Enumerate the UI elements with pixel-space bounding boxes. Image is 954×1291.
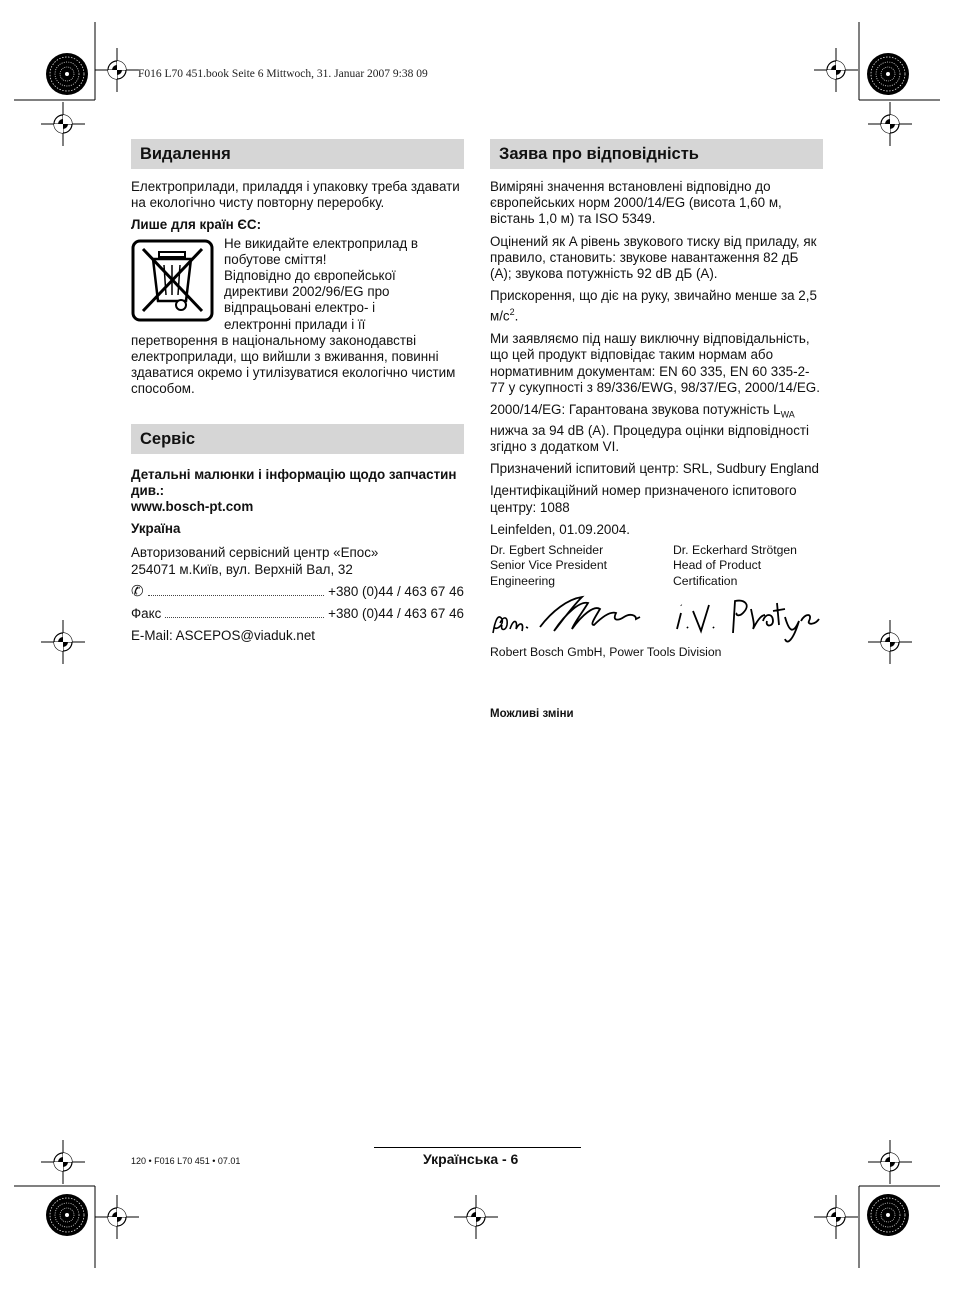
right-column xyxy=(490,139,823,722)
declaration-p6: Призначений іспитовий центр: SRL, Sudbury England xyxy=(490,461,819,477)
bin-text: Не викидайте електроприлад в побутове сміття! Відповідно до європейської директиви 2002/96/EG про відпрацьовані електро- і електронні прилади і її xyxy=(224,235,419,332)
disposal-rest-text: перетворення в національному законодавстві електроприлади, що вийшли з вживання, повинні здаватися окремо і утилізуватися екологічно чистим способом. xyxy=(131,332,456,397)
service-center-address: 254071 м.Київ, вул. Верхній Вал, 32 xyxy=(131,561,353,577)
place-date: Leinfelden, 01.09.2004. xyxy=(490,521,630,537)
footer-rule xyxy=(374,1147,581,1148)
phone-number: +380 (0)44 / 463 67 46 xyxy=(328,583,464,599)
email-line: E-Mail: ASCEPOS@viaduk.net xyxy=(131,628,316,644)
footer-code: 120 • F016 L70 451 • 07.01 xyxy=(131,1156,241,1166)
declaration-p5: 2000/14/EG: Гарантована звукова потужність $L_{WA}$ нижча за 94 dB (A). Процедура оцінки відповідності згідно з додатком VI. xyxy=(490,401,809,454)
left-column xyxy=(131,139,464,644)
disposal-intro: Електроприлади, приладдя і упаковку треба здавати на екологічно чисту повторну переробку. xyxy=(131,179,460,211)
fax-row xyxy=(131,606,464,622)
signer-2: Dr. Eckerhard Strötgen Head of Product Certification xyxy=(673,543,797,588)
declaration-p4: Ми заявляємо під нашу виключну відповідальність, що цей продукт відповідає таким нормам або нормативним документам: EN 60 335, EN 60 335-2-77 у сукупності з 89/336/EWG, 98/37/EG, 2000/14/EG. xyxy=(490,331,820,395)
company-line: Robert Bosch GmbH, Power Tools Division xyxy=(490,645,722,660)
file-info-line: F016 L70 451.book Seite 6 Mittwoch, 31. Januar 2007 9:38 09 xyxy=(138,68,428,80)
phone-row xyxy=(131,584,464,600)
changes-note: Можливі зміни xyxy=(490,707,574,720)
crossed-out-wheelie-bin-icon xyxy=(131,239,214,322)
section-title-declaration: Заява про відповідність xyxy=(490,139,823,169)
eu-only-heading: Лише для країн ЄС: xyxy=(131,217,262,233)
signature-2 xyxy=(673,591,823,643)
service-center-name: Авторизований сервісний центр «Епос» xyxy=(131,545,379,561)
page-number: Українська - 6 xyxy=(423,1151,519,1167)
declaration-p2: Оцінений як A рівень звукового тиску від приладу, як правило, становить: звукове навантаження 82 дБ (A); звукова потужність 92 dB дБ (A). xyxy=(490,233,817,282)
signature-1 xyxy=(490,591,673,643)
signers xyxy=(490,543,823,589)
country-heading: Україна xyxy=(131,521,181,537)
telephone-icon: ✆ xyxy=(131,582,144,600)
bin-block xyxy=(131,235,464,333)
signatures xyxy=(490,591,823,643)
fax-label: Факс xyxy=(131,606,162,622)
parts-info: Детальні малюнки і інформацію щодо запчастин див.: xyxy=(131,466,457,498)
declaration-p7: Ідентифікаційний номер призначеного іспитового центру: 1088 xyxy=(490,483,797,515)
section-title-service: Сервіс xyxy=(131,424,464,454)
dot-leader xyxy=(165,616,324,618)
website-link[interactable]: www.bosch-pt.com xyxy=(131,499,254,515)
signer-1: Dr. Egbert Schneider Senior Vice President Engineering xyxy=(490,543,607,588)
section-title-disposal: Видалення xyxy=(131,139,464,169)
declaration-p1: Виміряні значення встановлені відповідно до європейських норм 2000/14/EG (висота 1,60 м, вістань 1,0 м) та ISO 5349. xyxy=(490,179,782,227)
dot-leader xyxy=(148,594,325,596)
declaration-p3: Прискорення, що діє на руку, звичайно менше за 2,5 $м/с^2$. xyxy=(490,288,817,324)
fax-number: +380 (0)44 / 463 67 46 xyxy=(328,606,464,622)
